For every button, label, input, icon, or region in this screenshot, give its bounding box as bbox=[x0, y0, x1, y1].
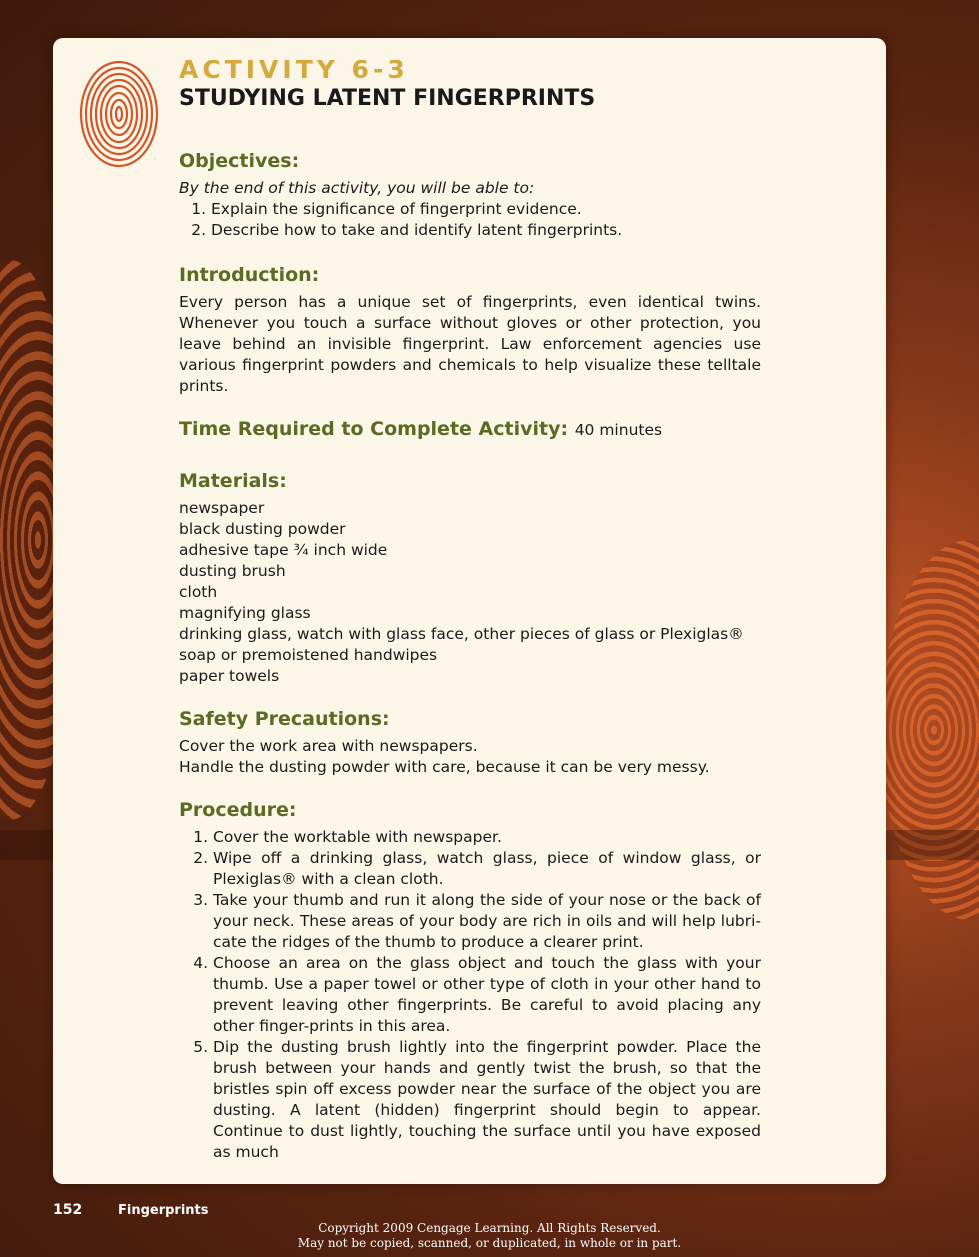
material-item: black dusting powder bbox=[179, 520, 346, 538]
material-item: magnifying glass bbox=[179, 604, 311, 622]
procedure-step: 5. Dip the dusting brush lightly into the fingerprint powder. Place the brush between your hands and gently twist the brush, so that the bristles spin off excess powder near the surface of the object you are dusting. A latent (hidden) fingerprint should begin to appear. Continue to dust lightly, touching the surface until you have exposed as much bbox=[213, 1037, 761, 1163]
material-item: drinking glass, watch with glass face, other pieces of glass or Plexiglas® bbox=[179, 625, 744, 643]
objectives-list bbox=[179, 199, 761, 241]
safety-item: Handle the dusting powder with care, because it can be very messy. bbox=[179, 758, 710, 776]
introduction-text: Every person has a unique set of fingerprints, even identical twins. Whenever you touch a surface without gloves or other protection, you leave behind an invisible fingerprint. Law enforcement agencies use various fingerprint powders and chemicals to help visualize these telltale prints. bbox=[179, 293, 761, 395]
material-item: dusting brush bbox=[179, 562, 286, 580]
page-number: 152 bbox=[53, 1202, 83, 1218]
procedure-heading: Procedure: bbox=[179, 799, 297, 821]
safety-heading: Safety Precautions: bbox=[179, 708, 390, 730]
copyright-notice bbox=[0, 1221, 979, 1251]
material-item: newspaper bbox=[179, 499, 265, 517]
material-item: soap or premoistened handwipes bbox=[179, 646, 438, 664]
material-item: adhesive tape ¾ inch wide bbox=[179, 541, 388, 559]
time-required bbox=[179, 417, 761, 442]
materials-list bbox=[179, 498, 761, 687]
objectives-heading: Objectives: bbox=[179, 150, 300, 172]
material-item: cloth bbox=[179, 583, 218, 601]
procedure-step: 2. Wipe off a drinking glass, watch glass, piece of window glass, or Plexiglas® with a clean cloth. bbox=[213, 848, 761, 890]
procedure-step: 3. Take your thumb and run it along the side of your nose or the back of your neck. These areas of your body are rich in oils and will help lubri-cate the ridges of the thumb to produce a clearer print. bbox=[213, 890, 761, 953]
activity-title: STUDYING LATENT FINGERPRINTS bbox=[179, 86, 596, 111]
material-item: paper towels bbox=[179, 667, 280, 685]
section-name: Fingerprints bbox=[118, 1203, 209, 1218]
materials-heading: Materials: bbox=[179, 470, 287, 492]
activity-label: ACTIVITY 6-3 bbox=[179, 55, 409, 84]
safety-item: Cover the work area with newspapers. bbox=[179, 737, 478, 755]
safety-list bbox=[179, 736, 761, 778]
background-fingerprint-right bbox=[880, 540, 979, 920]
objective-item: 2. Describe how to take and identify latent fingerprints. bbox=[211, 220, 761, 241]
copyright-line: May not be copied, scanned, or duplicated, in whole or in part. bbox=[297, 1236, 682, 1250]
fingerprint-icon bbox=[78, 56, 160, 168]
procedure-step: 4. Choose an area on the glass object and touch the glass with your thumb. Use a paper towel or other type of cloth in your other hand to prevent leaving other fingerprints. Be careful to avoid placing any other finger-prints in this area. bbox=[213, 953, 761, 1037]
time-value: 40 minutes bbox=[574, 421, 663, 439]
procedure-step: 1. Cover the worktable with newspaper. bbox=[213, 827, 761, 848]
activity-content bbox=[179, 56, 761, 1163]
introduction-heading: Introduction: bbox=[179, 264, 320, 286]
copyright-line: Copyright 2009 Cengage Learning. All Rights Reserved. bbox=[318, 1221, 661, 1235]
time-heading: Time Required to Complete Activity: bbox=[179, 418, 569, 440]
objective-item: 1. Explain the significance of fingerprint evidence. bbox=[211, 199, 761, 220]
procedure-list bbox=[179, 827, 761, 1163]
objectives-intro: By the end of this activity, you will be able to: bbox=[179, 179, 535, 197]
